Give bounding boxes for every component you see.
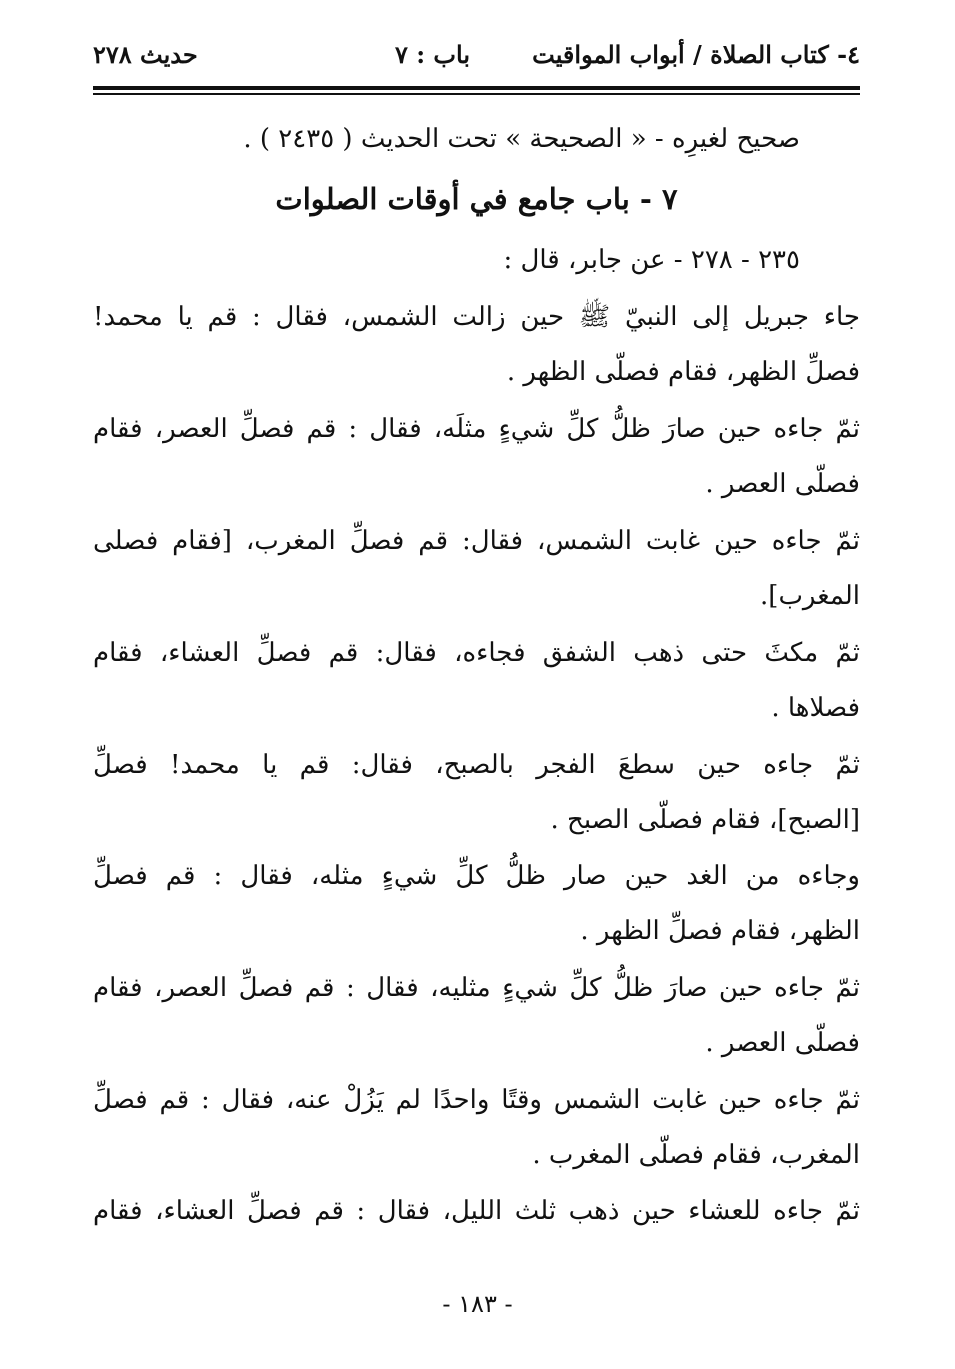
text-line: وجاءه من الغد حين صار ظلُّ كلِّ شيءٍ مثله، فقال : قم فصلِّ (93, 861, 860, 891)
text-line: جاء جبريل إلى النبيّ ﷺ حين زالت الشمس، فقال : قم يا محمد! (93, 302, 860, 332)
text-line: الظهر، فقام فصلِّ الظهر . (580, 916, 860, 946)
text-line: ثمّ جاءه حين غابت الشمس، فقال: قم فصلِّ المغرب، [فقام فصلى (93, 526, 860, 556)
header-chapter: باب : ٧ (394, 40, 470, 69)
text-line: فصلاها . (771, 693, 860, 723)
text-line: ثمّ جاءه حين سطعَ الفجر بالصبح، فقال: قم يا محمد! فصلِّ (93, 750, 860, 780)
text-line: فصلّى العصر . (705, 469, 860, 499)
text-line: [الصبح]، فقام فصلّى الصبح . (550, 805, 860, 835)
header-hadith-number: حديث ٢٧٨ (93, 40, 198, 69)
text-line: المغرب]. (760, 581, 860, 611)
grading-note: صحيح لغيرِه - « الصحيحة » تحت الحديث ( ٢٤٣٥ ) . (243, 124, 800, 154)
text-line: فصلِّ الظهر، فقام فصلّى الظهر . (506, 357, 860, 387)
text-line: المغرب، فقام فصلّى المغرب . (532, 1140, 860, 1170)
chapter-heading: ٧ - باب جامع في أوقات الصلوات (275, 182, 678, 216)
text-line: فصلّى العصر . (705, 1028, 860, 1058)
text-line: ثمّ جاءه حين صارَ ظلُّ كلِّ شيءٍ مثليه، فقال : قم فصلِّ العصر، فقام (93, 973, 860, 1003)
header-book-title: ٤- كتاب الصلاة / أبواب المواقيت (532, 40, 860, 69)
page-body (93, 0, 860, 1369)
hadith-isnad: ٢٣٥ - ٢٧٨ - عن جابر، قال : (503, 245, 800, 275)
text-line: ثمّ جاءه حين صارَ ظلُّ كلِّ شيءٍ مثلَه، فقال : قم فصلِّ العصر، فقام (93, 414, 860, 444)
text-line: ثمّ جاءه للعشاء حين ذهب ثلث الليل، فقال : قم فصلِّ العشاء، فقام (93, 1196, 860, 1226)
page-number: - ١٨٣ - (442, 1290, 513, 1318)
text-line: ثمّ جاءه حين غابت الشمس وقتًا واحدًا لم يَزُلْ عنه، فقال : قم فصلِّ (93, 1085, 860, 1115)
text-line: ثمّ مكثَ حتى ذهب الشفق فجاءه، فقال: قم فصلِّ العشاء، فقام (93, 638, 860, 668)
